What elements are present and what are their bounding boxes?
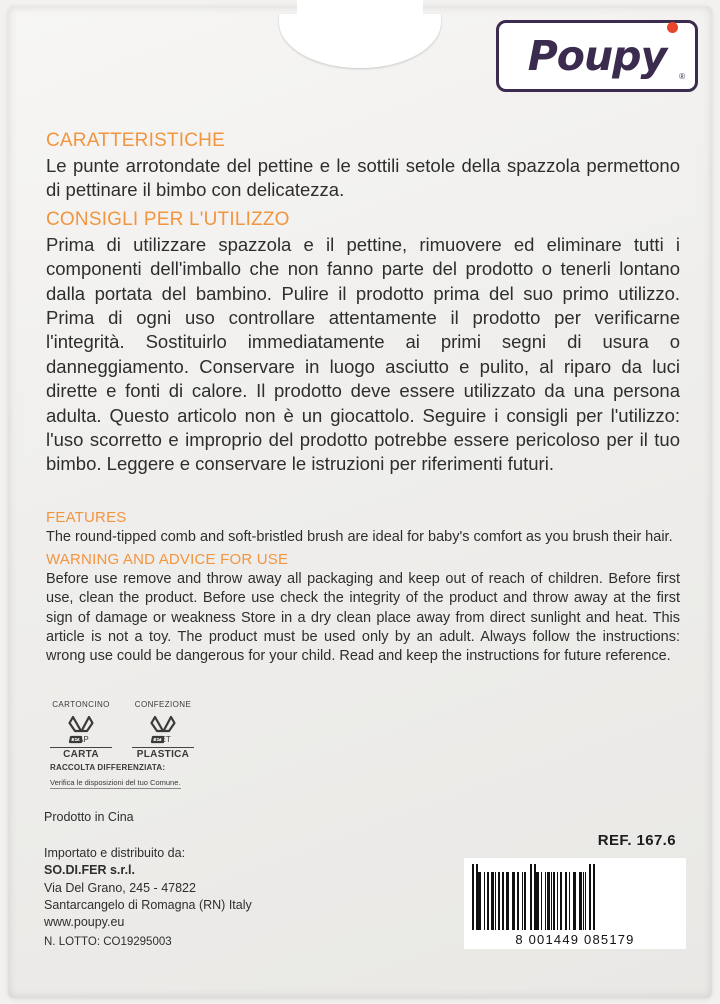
recycling-symbols — [50, 711, 254, 760]
text-warning-advice: Before use remove and throw away all packaging and keep out of reach of children. Before first use, clean the product. Before use check the integrity of the product and throw away at the first sign of damage or weakness Store in a dry clean place away from direct sunlight and heat. This article is not a toy. The product must be used only by an adult. Always follow the instructions: wrong use could be dangerous for your child. Read and keep the instructions for future reference. — [46, 571, 680, 665]
registered-mark: ® — [679, 72, 685, 81]
importer-address-line2: Santarcangelo di Romagna (RN) Italy — [44, 897, 252, 912]
recycling-label-confezione: CONFEZIONE — [134, 700, 192, 709]
brand-logo-text: Poupy — [527, 31, 667, 80]
brand-logo — [496, 20, 698, 92]
recycling-item-plastic — [132, 711, 194, 760]
barcode-number: 8 001449 085179 — [515, 932, 635, 947]
recycling-item-paper — [50, 711, 112, 760]
heading-caratteristiche: CARATTERISTICHE — [46, 130, 225, 151]
heading-features: FEATURES — [46, 508, 127, 526]
text-caratteristiche: Le punte arrotondate del pettine e le sottili setole della spazzola permettono di pettinare il bimbo con delicatezza. — [46, 155, 680, 201]
text-consigli-utilizzo: Prima di utilizzare spazzola e il pettine, rimuovere ed eliminare tutti i componenti dell'imballo che non fanno parte del prodotto o tenerli lontano dalla portata del bambino. Pulire il prodotto prima del suo primo utilizzo. Prima di ogni uso controllare attentamente il prodotto per verificarne l'integrità. Sostituirlo immediatamente ai primi segni di usura o danneggiamento. Conservare in luogo asciutto e pulito, al riparo da luci dirette e fonti di calore. Il prodotto deve essere utilizzato da una persona adulta. Questo articolo non è un giocattolo. Seguire i consigli per l'utilizzo: l'uso scorretto e improprio del prodotto potrebbe essere pericoloso per il tuo bimbo. Leggere e conservare le istruzioni per riferimenti futuri. — [46, 233, 680, 475]
recycling-code-pet: PET — [155, 735, 171, 744]
importer-address-line1: Via Del Grano, 245 - 47822 — [44, 880, 196, 895]
barcode-bars — [472, 864, 678, 930]
section-spacer — [46, 483, 680, 509]
recycling-note-title: RACCOLTA DIFFERENZIATA: — [50, 763, 166, 772]
brand-accent-dot-icon — [667, 22, 678, 33]
importer-block — [44, 845, 252, 931]
recycling-material-plastica: PLASTICA — [132, 747, 194, 760]
barcode-block — [464, 858, 686, 949]
reference-code: REF. 167.6 — [597, 832, 676, 849]
importer-website: www.poupy.eu — [44, 915, 125, 929]
instructions-content — [46, 130, 680, 671]
recycling-label-cartoncino: CARTONCINO — [52, 700, 110, 709]
recycling-note-detail: Verifica le disposizioni del tuo Comune. — [50, 778, 181, 787]
recycling-top-labels — [50, 700, 254, 709]
heading-warning-advice: WARNING AND ADVICE FOR USE — [46, 551, 289, 569]
heading-consigli-utilizzo: CONSIGLI PER L'UTILIZZO — [46, 208, 290, 230]
text-features: The round-tipped comb and soft-bristled brush are ideal for baby's comfort as you brush their hair. — [46, 528, 673, 545]
recycling-info — [44, 700, 254, 790]
importer-company: SO.DI.FER s.r.l. — [44, 863, 135, 878]
importer-intro: Importato e distribuito da: — [44, 846, 186, 860]
lot-number: N. LOTTO: CO19295003 — [44, 936, 172, 948]
recycling-code-pap: PAP — [73, 735, 89, 744]
recycling-material-carta: CARTA — [50, 747, 112, 760]
origin-text: Prodotto in Cina — [44, 810, 134, 824]
